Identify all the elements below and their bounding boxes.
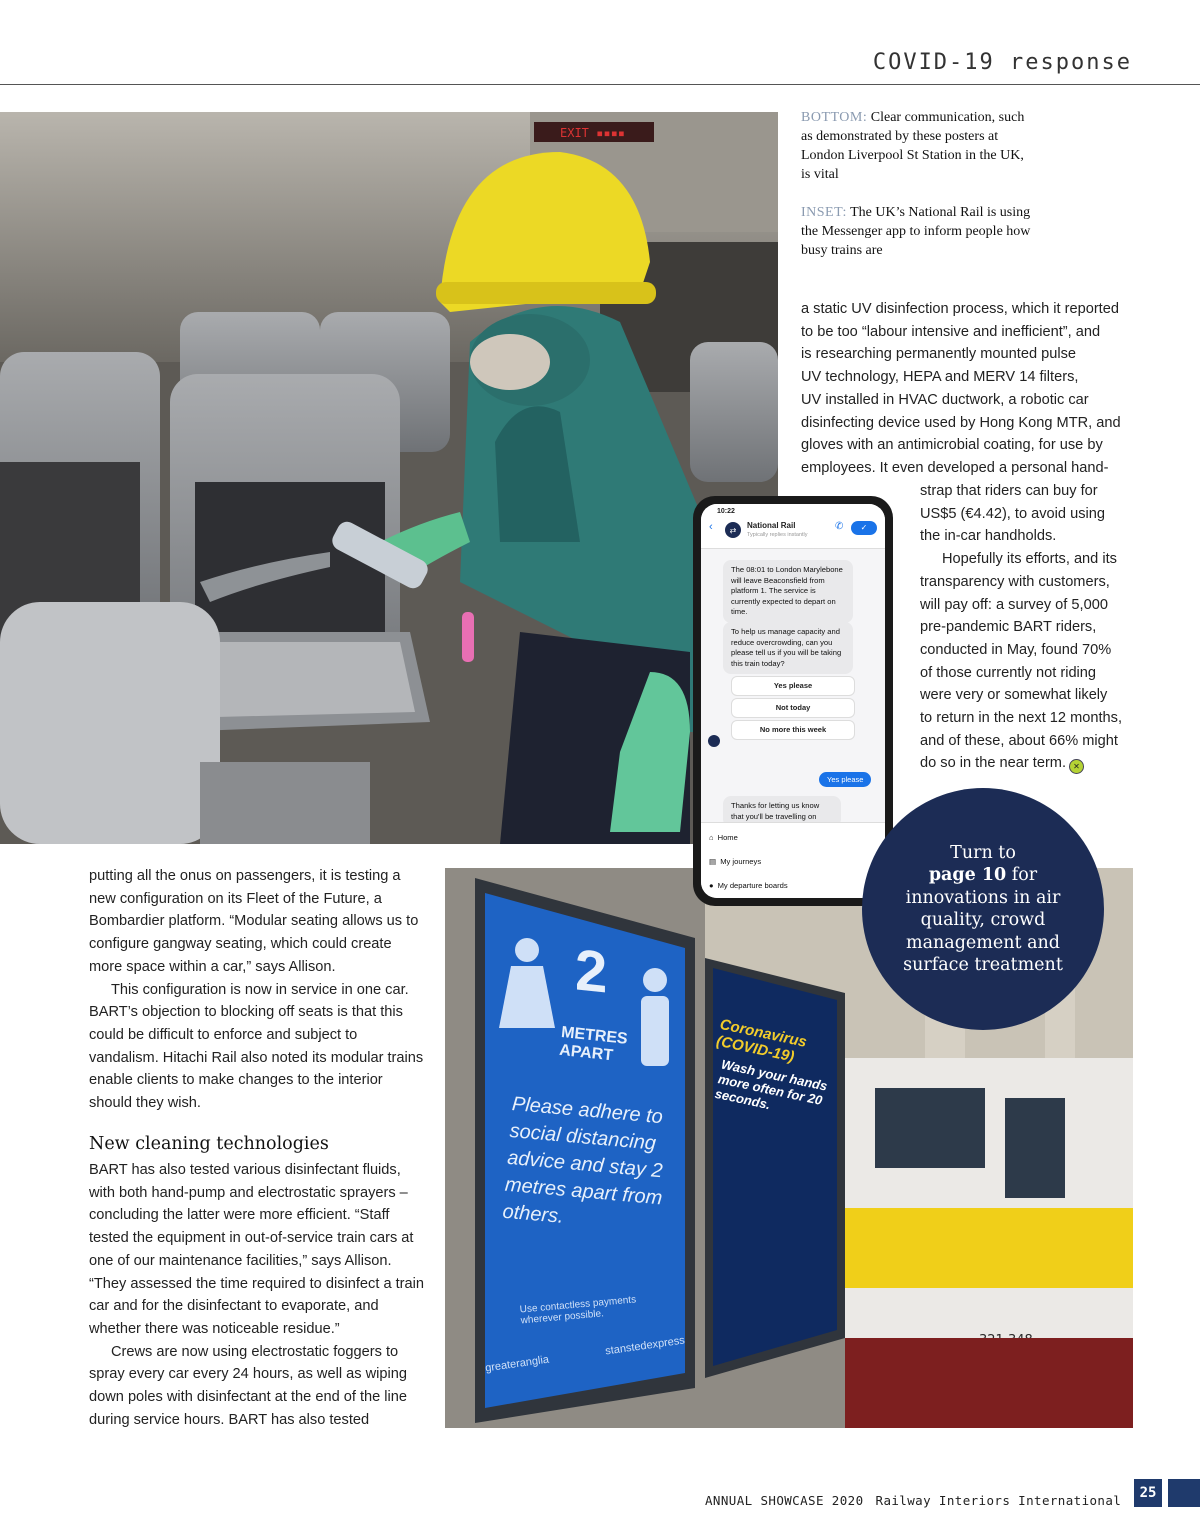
contact-status: Typically replies instantly: [747, 532, 808, 538]
home-icon: ⌂: [709, 833, 714, 842]
poster-contactless: Use contactless payments wherever possible.: [519, 1294, 637, 1327]
text-line-last: do so in the near term.: [920, 755, 1067, 772]
text-line: of those currently not riding: [920, 664, 1097, 681]
text-line: pre-pandemic BART riders,: [920, 619, 1097, 636]
contact-name: National Rail: [747, 521, 796, 530]
chat-header: [701, 504, 885, 549]
text-line: a static UV disinfection process, which it reported: [801, 301, 1119, 317]
journeys-icon: ▤: [709, 857, 717, 866]
text-line: is researching permanently mounted pulse: [801, 346, 1077, 363]
cleaning-photo: [0, 112, 778, 844]
text-line: UV technology, HEPA and MERV 14 filters,: [801, 369, 1079, 386]
callout-circle: [862, 788, 1104, 1030]
page-edge-tab: [1168, 1479, 1200, 1507]
message-bubble: The 08:01 to London Marylebone will leave Beaconsfield from platform 1. The service is currently expected to depart on time.: [723, 560, 853, 623]
quick-reply-yes[interactable]: Yes please: [731, 676, 855, 696]
header-rule: [0, 84, 1200, 85]
menu-label: My departure boards: [717, 881, 788, 890]
callout-page-ref: page 10: [928, 865, 1007, 885]
svg-text:EXIT ▪▪▪▪: EXIT ▪▪▪▪: [560, 126, 626, 140]
text-line: will pay off: a survey of 5,000: [920, 596, 1108, 613]
right-column-narrow: [920, 480, 1160, 775]
poster-brand-left: greateranglia: [484, 1353, 550, 1375]
check-icon[interactable]: ✓: [851, 521, 877, 535]
caption-label: INSET:: [801, 205, 847, 220]
phone-screen: [701, 504, 885, 898]
covid-title: Coronavirus (COVID-19): [714, 1015, 809, 1066]
caption-bottom: [801, 108, 1031, 184]
menu-item-home[interactable]: [709, 833, 738, 842]
text-line: US$5 (€4.42), to avoid using: [920, 505, 1105, 522]
text-line: UV installed in HVAC ductwork, a robotic car: [801, 391, 1089, 408]
text-line: conducted in May, found 70%: [920, 641, 1112, 658]
menu-label: Home: [717, 833, 738, 842]
quick-reply-not-today[interactable]: Not today: [731, 698, 855, 718]
paragraph: This configuration is now in service in one car. BART’s objection to blocking off seats is that this could be difficult to enforce and subject to vandalism. Hitachi Rail also noted its modular trains enable clients to make changes to the interior should they wish.: [89, 981, 424, 1112]
poster-number: 2: [575, 937, 608, 1006]
text-line: employees. It even developed a personal hand-: [801, 459, 1109, 476]
menu-item-journeys[interactable]: [709, 857, 761, 866]
footer-magazine: Railway Interiors International: [875, 1493, 1122, 1508]
text-line: transparency with customers,: [920, 573, 1110, 590]
section-title: COVID-19 response: [872, 50, 1132, 75]
boards-icon: ●: [709, 881, 714, 890]
caption-inset: [801, 203, 1031, 260]
text-line: gloves with an antimicrobial coating, for use by: [801, 437, 1103, 454]
menu-label: My journeys: [720, 857, 762, 866]
footer-publication: ANNUAL SHOWCASE 2020: [705, 1493, 864, 1508]
covid-subtitle: Wash your hands more often for 20 seconds.: [713, 1056, 829, 1113]
phone-inset: [693, 496, 893, 906]
poster-brand-right: stanstedexpress: [604, 1334, 686, 1358]
left-column-bottom: [89, 1159, 424, 1431]
message-bubble: To help us manage capacity and reduce overcrowding, can you please tell us if you will be taking this train today?: [723, 622, 853, 674]
callout-line1: Turn to: [950, 842, 1016, 863]
back-icon[interactable]: ‹: [709, 521, 713, 533]
quick-reply-no-more[interactable]: No more this week: [731, 720, 855, 740]
text-line: to return in the next 12 months,: [920, 710, 1122, 727]
status-time: 10:22: [717, 508, 735, 515]
page-number: 25: [1134, 1479, 1162, 1507]
text-line: were very or somewhat likely: [920, 687, 1108, 704]
end-mark-icon: ✕: [1069, 759, 1084, 774]
text-line: [920, 752, 1160, 775]
subheading: New cleaning technologies: [89, 1134, 329, 1154]
text-line: Hopefully its efforts, and its: [942, 551, 1117, 568]
text-line: disinfecting device used by Hong Kong MTR, and: [801, 414, 1121, 431]
sent-message: Yes please: [819, 772, 871, 787]
caption-text: The UK’s National Rail is using the Messenger app to inform people how busy trains are: [801, 205, 1031, 258]
poster-metres: METRES APART: [558, 1023, 629, 1065]
menu-item-boards[interactable]: [709, 881, 788, 890]
caption-label: BOTTOM:: [801, 110, 868, 125]
paragraph: BART has also tested various disinfectant fluids, with both hand-pump and electrostatic sprayers – concluding the latter were more efficient. “Staff tested the equipment in out-of-service train cars at one of our maintenance facilities,” says Allison. “They assessed the time required to disinfect a train car and for the disinfectant to evaporate, and whether there was noticeable residue.”: [89, 1162, 425, 1337]
paragraph: putting all the onus on passengers, it is testing a new configuration on its Fleet of the Future, a Bombardier platform. “Modular seating allows us to configure gangway seating, which could create more space within a car,” says Allison.: [89, 868, 419, 975]
persistent-menu: [701, 822, 885, 898]
text-line: the in-car handholds.: [920, 528, 1057, 545]
text-line: to be too “labour intensive and inefficient”, and: [801, 323, 1101, 340]
text-line: strap that riders can buy for: [920, 483, 1098, 499]
national-rail-logo-icon: ⇄: [725, 522, 741, 538]
left-column-top: [89, 865, 424, 1115]
phone-call-icon[interactable]: ✆: [835, 521, 844, 532]
footer: [705, 1493, 1121, 1508]
callout-line2: for: [1006, 865, 1038, 885]
caption-text: Clear communication, such as demonstrated by these posters at London Liverpool St Station in the UK, is vital: [801, 110, 1025, 182]
sender-avatar: [708, 735, 720, 747]
text-line: and of these, about 66% might: [920, 732, 1118, 749]
paragraph: Crews are now using electrostatic foggers to spray every car every 24 hours, as well as wiping down poles with disinfectant at the end of the line during service hours. BART has also tested: [89, 1343, 408, 1428]
callout-line3: innovations in air quality, crowd management and surface treatment: [903, 887, 1063, 975]
message-bubble: Thanks for letting us know that you'll be travelling on: [723, 796, 841, 827]
right-column-wide: [801, 298, 1161, 480]
poster-message: Please adhere to social distancing advice and stay 2 metres apart from others.: [501, 1093, 664, 1228]
